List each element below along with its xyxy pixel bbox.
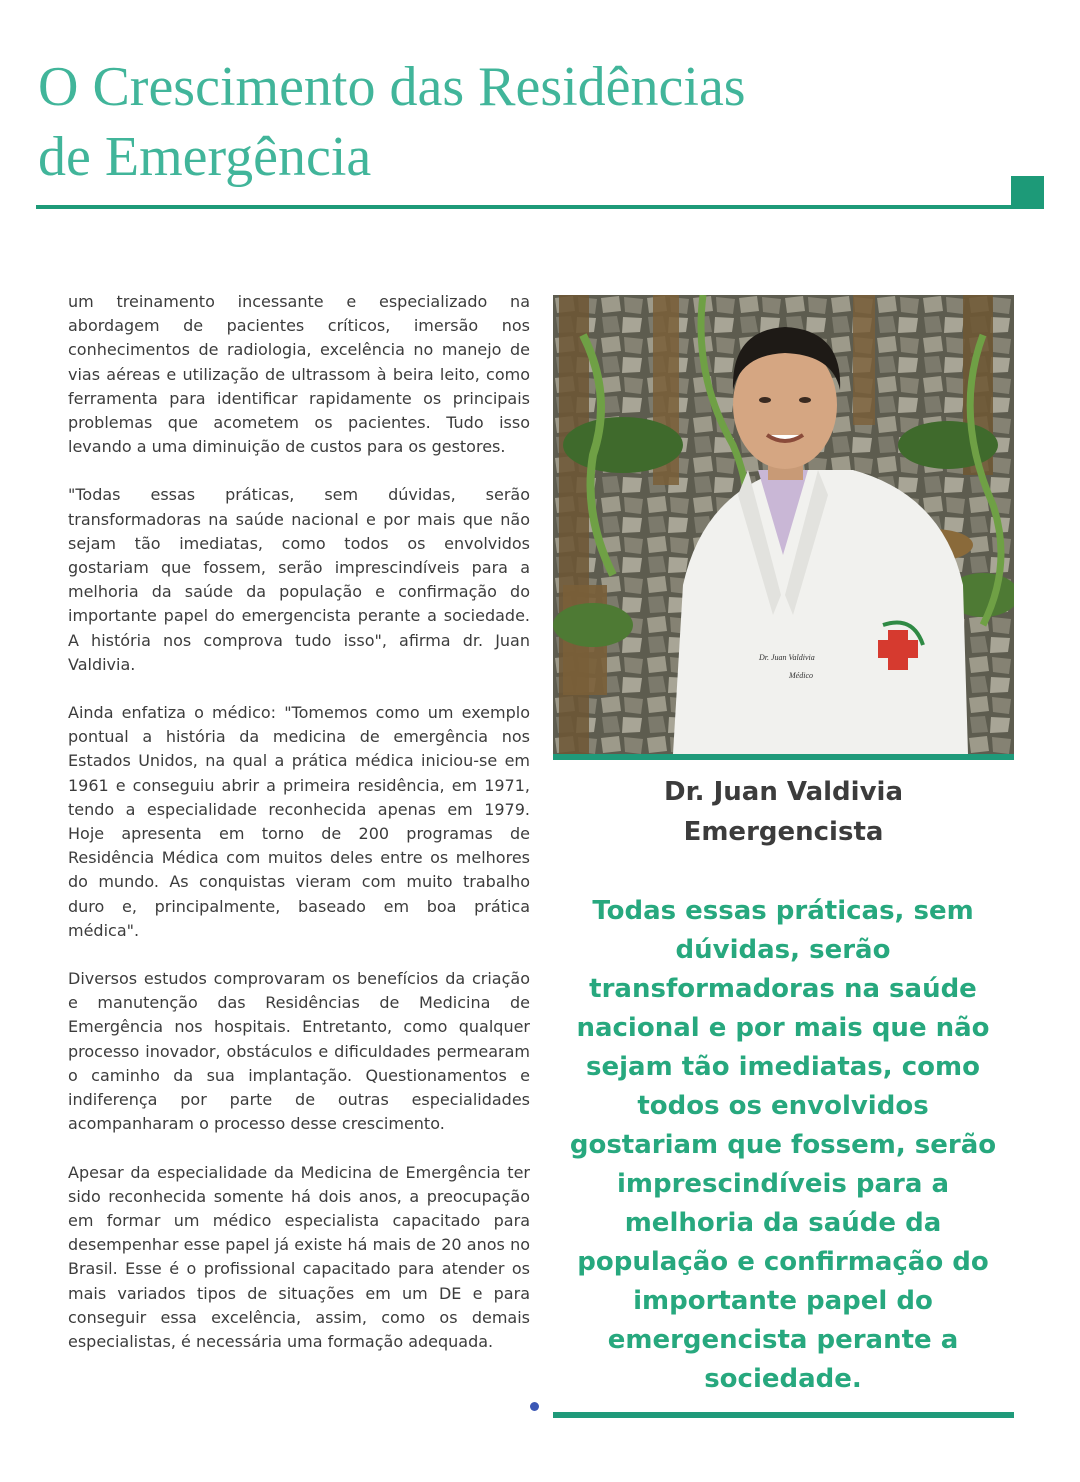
paragraph-2: "Todas essas práticas, sem dúvidas, serão transformadoras na saúde nacional e por mais que não sejam tão imediatas, como todos os envolvidos gostariam que fossem, serão imprescindíveis para a melhoria da saúde da população e confirmação do importante papel do emergencista perante a sociedade. A história nos comprova tudo isso", afirma dr. Juan Valdivia. [68, 485, 530, 674]
sidebar-bottom-rule [553, 1412, 1014, 1418]
article-title [38, 52, 998, 192]
coat-name-tag: Dr. Juan Valdivia [759, 653, 815, 662]
pull-quote: Todas essas práticas, sem dúvidas, serão transformadoras na saúde nacional e por mais que não sejam tão imediatas, como todos os envolvidos gostariam que fossem, serão imprescindíveis para a melhoria da saúde da população e confirmação do importante papel do emergencista perante a sociedade. [569, 896, 997, 1394]
article-body [68, 290, 530, 1378]
title-line-2: de Emergência [38, 126, 372, 188]
caption-name: Dr. Juan Valdivia [663, 777, 903, 807]
title-accent-square [1011, 176, 1044, 209]
paragraph-3: Ainda enfatiza o médico: "Tomemos como um exemplo pontual a história da medicina de emergência nos Estados Unidos, na qual a prática médica iniciou-se em 1961 e conseguiu abrir a primeira residência, em 1971, tendo a especialidade reconhecida apenas em 1979. Hoje apresenta em torno de 200 programas de Residência Médica com muitos deles entre os melhores do mundo. As conquistas vieram com muito trabalho duro e, principalmente, baseado em boa prática médica". [68, 703, 530, 940]
title-line-1: O Crescimento das Residências [38, 56, 746, 118]
title-underline [36, 205, 1036, 209]
paragraph-5: Apesar da especialidade da Medicina de Emergência ter sido reconhecida somente há dois anos, a preocupação em formar um médico especialista capacitado para desempenhar esse papel já existe há mais de 20 anos no Brasil. Esse é o profissional capacitado para atender os mais variados tipos de situações em um DE e para conseguir essa excelência, assim, como os demais especialistas, é necessária uma formação adequada. [68, 1162, 530, 1351]
coat-role-tag: Médico [789, 671, 813, 680]
end-bullet-icon [530, 1402, 539, 1411]
caption-role: Emergencista [683, 817, 884, 847]
photo-caption [553, 772, 1014, 852]
paragraph-4: Diversos estudos comprovaram os benefícios da criação e manutenção das Residências de Medicina de Emergência nos hospitais. Entretanto, como qualquer processo inovador, obstáculos e dificuldades permearam o caminho da sua implantação. Questionamentos e indiferença por parte de outras especialidades acompanharam o processo desse crescimento. [68, 969, 530, 1134]
photo-underline [553, 754, 1014, 760]
paragraph-1: um treinamento incessante e especializado na abordagem de pacientes críticos, imersão nos conhecimentos de radiologia, excelência no manejo de vias aéreas e utilização de ultrassom à beira leito, como ferramenta para identificar rapidamente os principais problemas que acometem os pacientes. Tudo isso levando a uma diminuição de custos para os gestores. [68, 292, 530, 457]
doctor-photo [553, 295, 1014, 754]
